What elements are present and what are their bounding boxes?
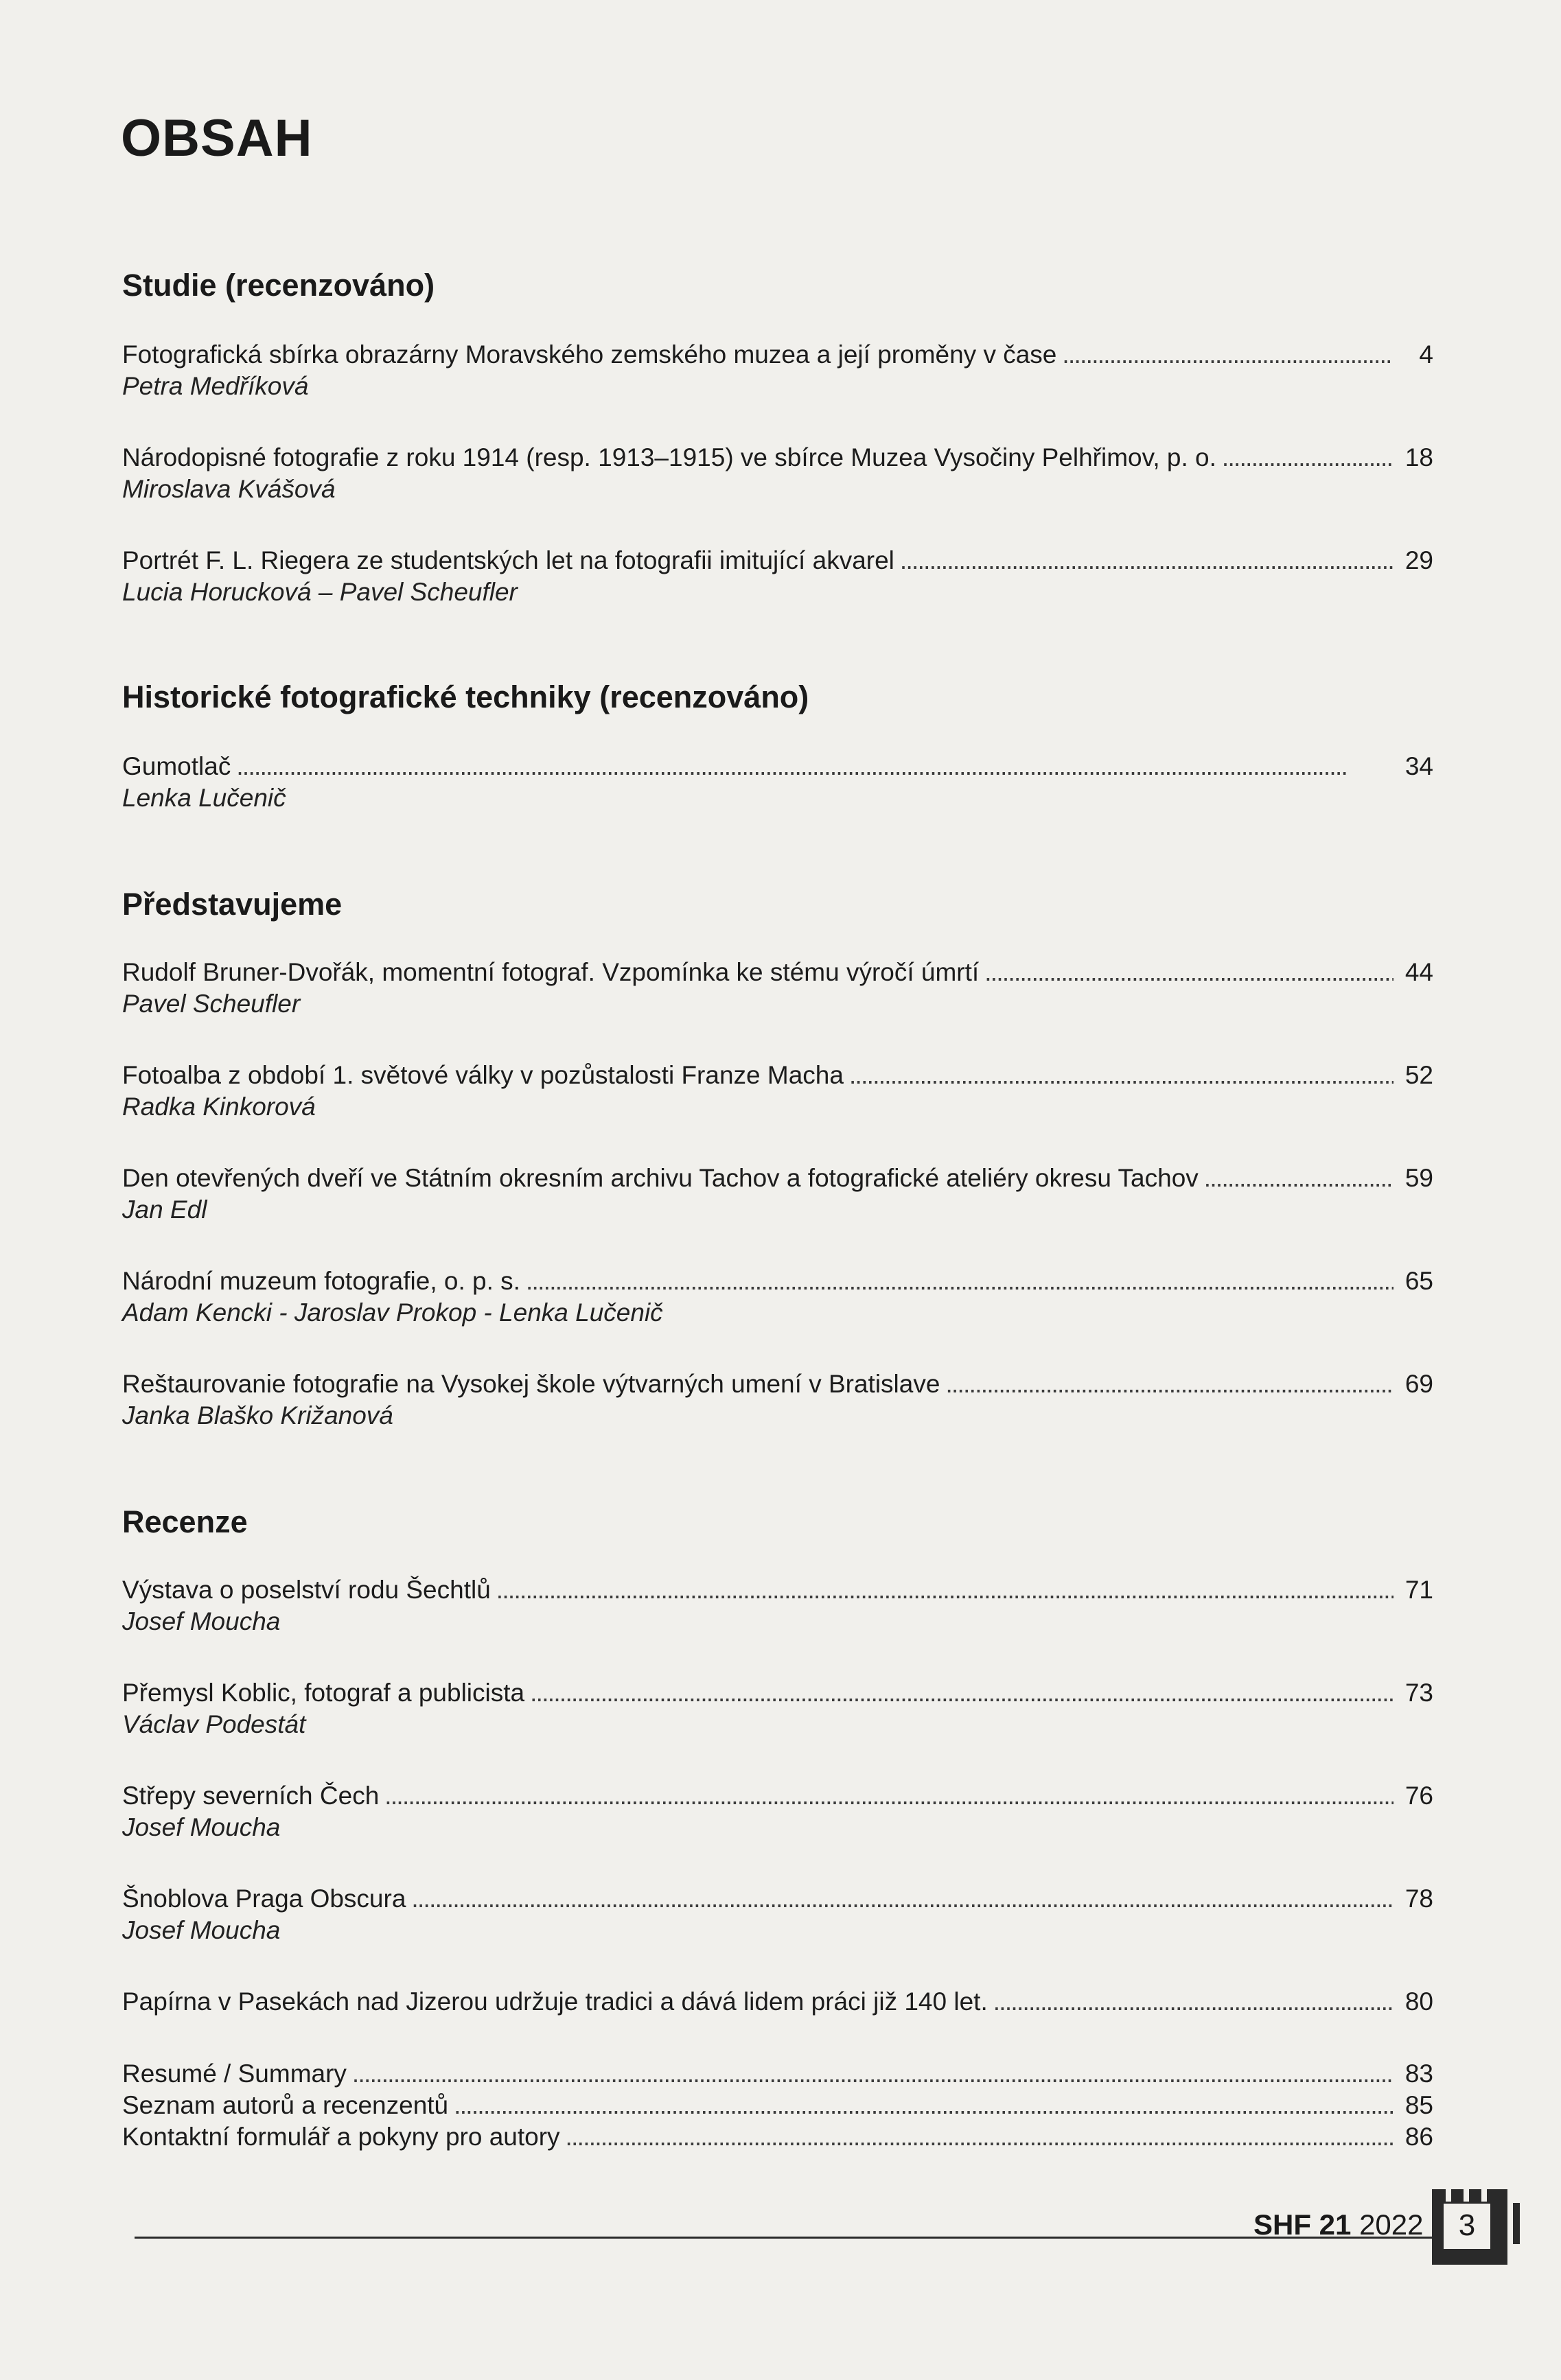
toc-entry[interactable] [122,545,1433,608]
entry-page: 76 [1404,1782,1433,1810]
entry-page: 59 [1404,1164,1433,1192]
toc-entry[interactable] [122,2090,1433,2121]
section-heading-recenze: Recenze [122,1504,248,1539]
entry-page: 85 [1404,2091,1433,2119]
toc-entry[interactable] [122,1677,1433,1740]
entry-page: 34 [1404,752,1433,780]
entry-author: Radka Kinkorová [122,1093,316,1121]
dot-leader [526,1265,1394,1297]
page-number: 3 [1442,2202,1492,2251]
entry-title: Seznam autorů a recenzentů [122,2091,449,2119]
toc-entry[interactable] [122,1574,1433,1637]
entry-title: Střepy severních Čech [122,1782,380,1810]
entry-author: Miroslava Kvášová [122,475,336,503]
dot-leader [945,1368,1394,1400]
entry-page: 73 [1404,1679,1433,1707]
entry-title: Portrét F. L. Riegera ze studentských let na fotografii imitující akvarel [122,546,894,574]
dot-leader [1222,442,1394,474]
dot-leader [411,1883,1394,1915]
entry-title: Papírna v Pasekách nad Jizerou udržuje tradici a dává lidem práci již 140 let. [122,1987,988,2016]
entry-page: 29 [1404,546,1433,574]
entry-title: Šnoblova Praga Obscura [122,1885,406,1913]
entry-title: Fotoalba z období 1. světové války v pozůstalosti Franze Macha [122,1061,844,1089]
entry-page: 52 [1404,1061,1433,1089]
dot-leader [352,2058,1394,2090]
page-title: OBSAH [121,109,313,167]
toc-entry[interactable] [122,339,1433,402]
entry-page: 83 [1404,2060,1433,2088]
decorative-mark-icon [1513,2203,1520,2244]
entry-page: 18 [1404,443,1433,471]
entry-title: Rudolf Bruner-Dvořák, momentní fotograf. Vzpomínka ke stému výročí úmrtí [122,958,980,986]
entry-author: Josef Moucha [122,1916,281,1944]
toc-entry[interactable] [122,1780,1433,1843]
entry-author: Václav Podestát [122,1710,306,1738]
toc-entry[interactable] [122,751,1433,814]
entry-title: Den otevřených dveří ve Státním okresním archivu Tachov a fotografické ateliéry okresu Tachov [122,1164,1199,1192]
entry-page: 65 [1404,1267,1433,1295]
entry-author: Lucia Horucková – Pavel Scheufler [122,578,518,606]
entry-author: Lenka Lučenič [122,784,286,812]
toc-entry[interactable] [122,1265,1433,1329]
dot-leader [1204,1163,1394,1194]
toc-entry[interactable] [122,1883,1433,1946]
dot-leader [454,2090,1394,2121]
section-heading-studie: Studie (recenzováno) [122,268,435,303]
toc-entry[interactable] [122,1986,1433,2018]
entry-author: Petra Medříková [122,372,309,400]
entry-author: Adam Kencki - Jaroslav Prokop - Lenka Lučenič [122,1298,663,1327]
entry-title: Národopisné fotografie z roku 1914 (resp. 1913–1915) ve sbírce Muzea Vysočiny Pelhřimov, p. o. [122,443,1216,471]
dot-leader [496,1574,1394,1606]
toc-entry[interactable] [122,1060,1433,1123]
entry-title: Gumotlač [122,752,231,780]
entry-title: Fotografická sbírka obrazárny Moravského zemského muzea a její proměny v čase [122,340,1057,369]
toc-entry[interactable] [122,957,1433,1020]
page-number-badge [1432,2189,1507,2265]
dot-leader [1062,339,1394,371]
dot-leader [900,545,1394,576]
footer-rule [135,2237,1432,2239]
entry-author: Pavel Scheufler [122,990,301,1018]
entry-page: 69 [1404,1370,1433,1398]
entry-author: Janka Blaško Križanová [122,1401,393,1430]
dot-leader [566,2121,1394,2153]
entry-title: Kontaktní formulář a pokyny pro autory [122,2123,560,2151]
entry-title: Přemysl Koblic, fotograf a publicista [122,1679,525,1707]
toc-entry[interactable] [122,1368,1433,1432]
toc-entry[interactable] [122,442,1433,505]
entry-page: 4 [1419,340,1433,369]
entry-page: 71 [1404,1576,1433,1604]
entry-page: 44 [1404,958,1433,986]
entry-title: Výstava o poselství rodu Šechtlů [122,1576,491,1604]
entry-author: Jan Edl [122,1195,207,1224]
entry-title: Reštaurovanie fotografie na Vysokej škole výtvarných umení v Bratislave [122,1370,940,1398]
journal-name: SHF [1253,2208,1311,2241]
journal-footer [1253,2208,1424,2241]
entry-title: Národní muzeum fotografie, o. p. s. [122,1267,520,1295]
entry-author: Josef Moucha [122,1813,281,1841]
entry-page: 80 [1404,1987,1433,2016]
entry-page: 78 [1404,1885,1433,1913]
journal-year: 2022 [1359,2208,1424,2241]
entry-author: Josef Moucha [122,1607,281,1635]
dot-leader [993,1986,1394,2018]
entry-page: 86 [1404,2123,1433,2151]
journal-issue: 21 [1319,2208,1352,2241]
entry-title: Resumé / Summary [122,2060,347,2088]
dot-leader [984,957,1394,988]
dot-leader [236,751,1394,782]
section-heading-predstavujeme: Představujeme [122,887,343,922]
section-heading-historicke-techniky: Historické fotografické techniky (recenzováno) [122,679,809,714]
toc-entry[interactable] [122,1163,1433,1226]
dot-leader [530,1677,1394,1709]
dot-leader [384,1780,1394,1812]
toc-entry[interactable] [122,2058,1433,2090]
dot-leader [849,1060,1394,1091]
toc-entry[interactable] [122,2121,1433,2153]
